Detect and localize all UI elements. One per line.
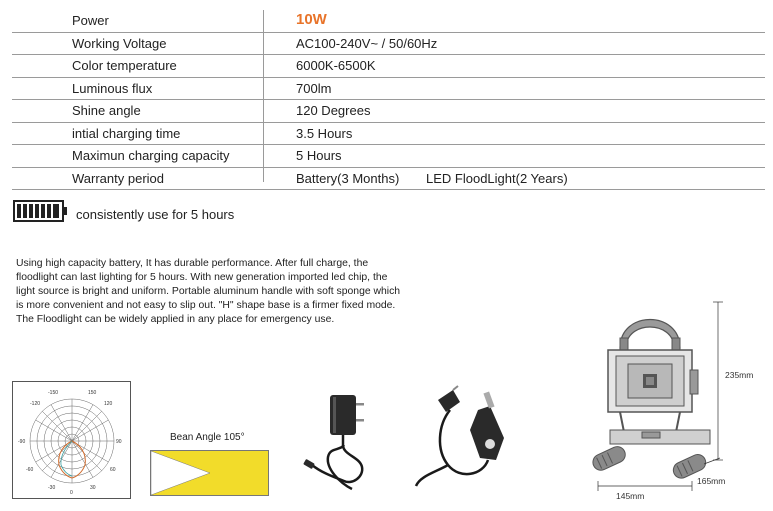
spec-table (12, 10, 765, 190)
spec-value: 6000K-6500K (296, 58, 376, 73)
spec-value: 10W (296, 11, 327, 28)
spec-label: Warranty period (72, 170, 164, 186)
polar-tick: 60 (110, 467, 116, 473)
spec-row-power (12, 10, 765, 33)
polar-tick: 0 (70, 490, 73, 496)
spec-row-luminous-flux (12, 78, 765, 101)
polar-distribution-diagram (12, 381, 131, 499)
spec-value: Battery(3 Months) (296, 170, 400, 186)
spec-row-shine-angle (12, 100, 765, 123)
width-dimension: 145mm (616, 491, 645, 501)
spec-label: Working Voltage (72, 35, 167, 51)
description-line: floodlight can last lighting for 5 hours. With new generation imported led chip, the (16, 272, 388, 283)
spec-label: Luminous flux (72, 80, 153, 96)
polar-tick: -30 (48, 485, 56, 491)
beam-angle-diagram (150, 450, 269, 496)
polar-tick: -150 (48, 390, 59, 396)
spec-label: Power (72, 13, 109, 28)
spec-value: 120 Degrees (296, 103, 371, 118)
depth-dimension: 165mm (697, 476, 726, 486)
polar-tick: 90 (116, 439, 122, 445)
spec-row-warranty (12, 168, 765, 191)
spec-value: 3.5 Hours (296, 125, 353, 141)
spec-value: 700lm (296, 80, 332, 96)
power-adapter-icon (300, 385, 380, 500)
description-line: light source is bright and uniform. Portable aluminum handle with soft sponge which (16, 286, 401, 297)
spec-label: Shine angle (72, 103, 141, 118)
product-description (16, 257, 461, 327)
battery-full-icon (13, 200, 69, 227)
height-dimension: 235mm (725, 370, 754, 380)
polar-tick: -120 (30, 401, 41, 407)
spec-label: intial charging time (72, 125, 181, 141)
polar-tick: -90 (18, 439, 26, 445)
spec-value-secondary: LED FloodLight(2 Years) (426, 170, 568, 186)
spec-label: Color temperature (72, 58, 177, 73)
spec-row-charging-capacity (12, 145, 765, 168)
description-line: Using high capacity battery, It has durable performance. After full charge, the (16, 258, 369, 269)
description-line: The Floodlight can be widely applied in any place for emergency use. (16, 314, 335, 325)
polar-tick: 30 (90, 485, 96, 491)
spec-label: Maximun charging capacity (72, 148, 230, 163)
spec-value: AC100-240V~ / 50/60Hz (296, 35, 438, 51)
spec-value: 5 Hours (296, 148, 342, 163)
battery-text: consistently use for 5 hours (76, 207, 235, 222)
spec-row-voltage (12, 33, 765, 56)
spec-row-charging-time (12, 123, 765, 146)
polar-tick: 120 (104, 401, 113, 407)
car-charger-icon (408, 380, 518, 500)
beam-angle-label: Bean Angle 105° (170, 432, 245, 443)
polar-tick: 150 (88, 390, 97, 396)
floodlight-drawing (580, 290, 770, 505)
polar-tick: -60 (26, 467, 34, 473)
spec-row-color-temperature (12, 55, 765, 78)
description-line: is more convenient and not easy to slip out. "H" shape base is a firmer fixed mode. (16, 300, 396, 311)
